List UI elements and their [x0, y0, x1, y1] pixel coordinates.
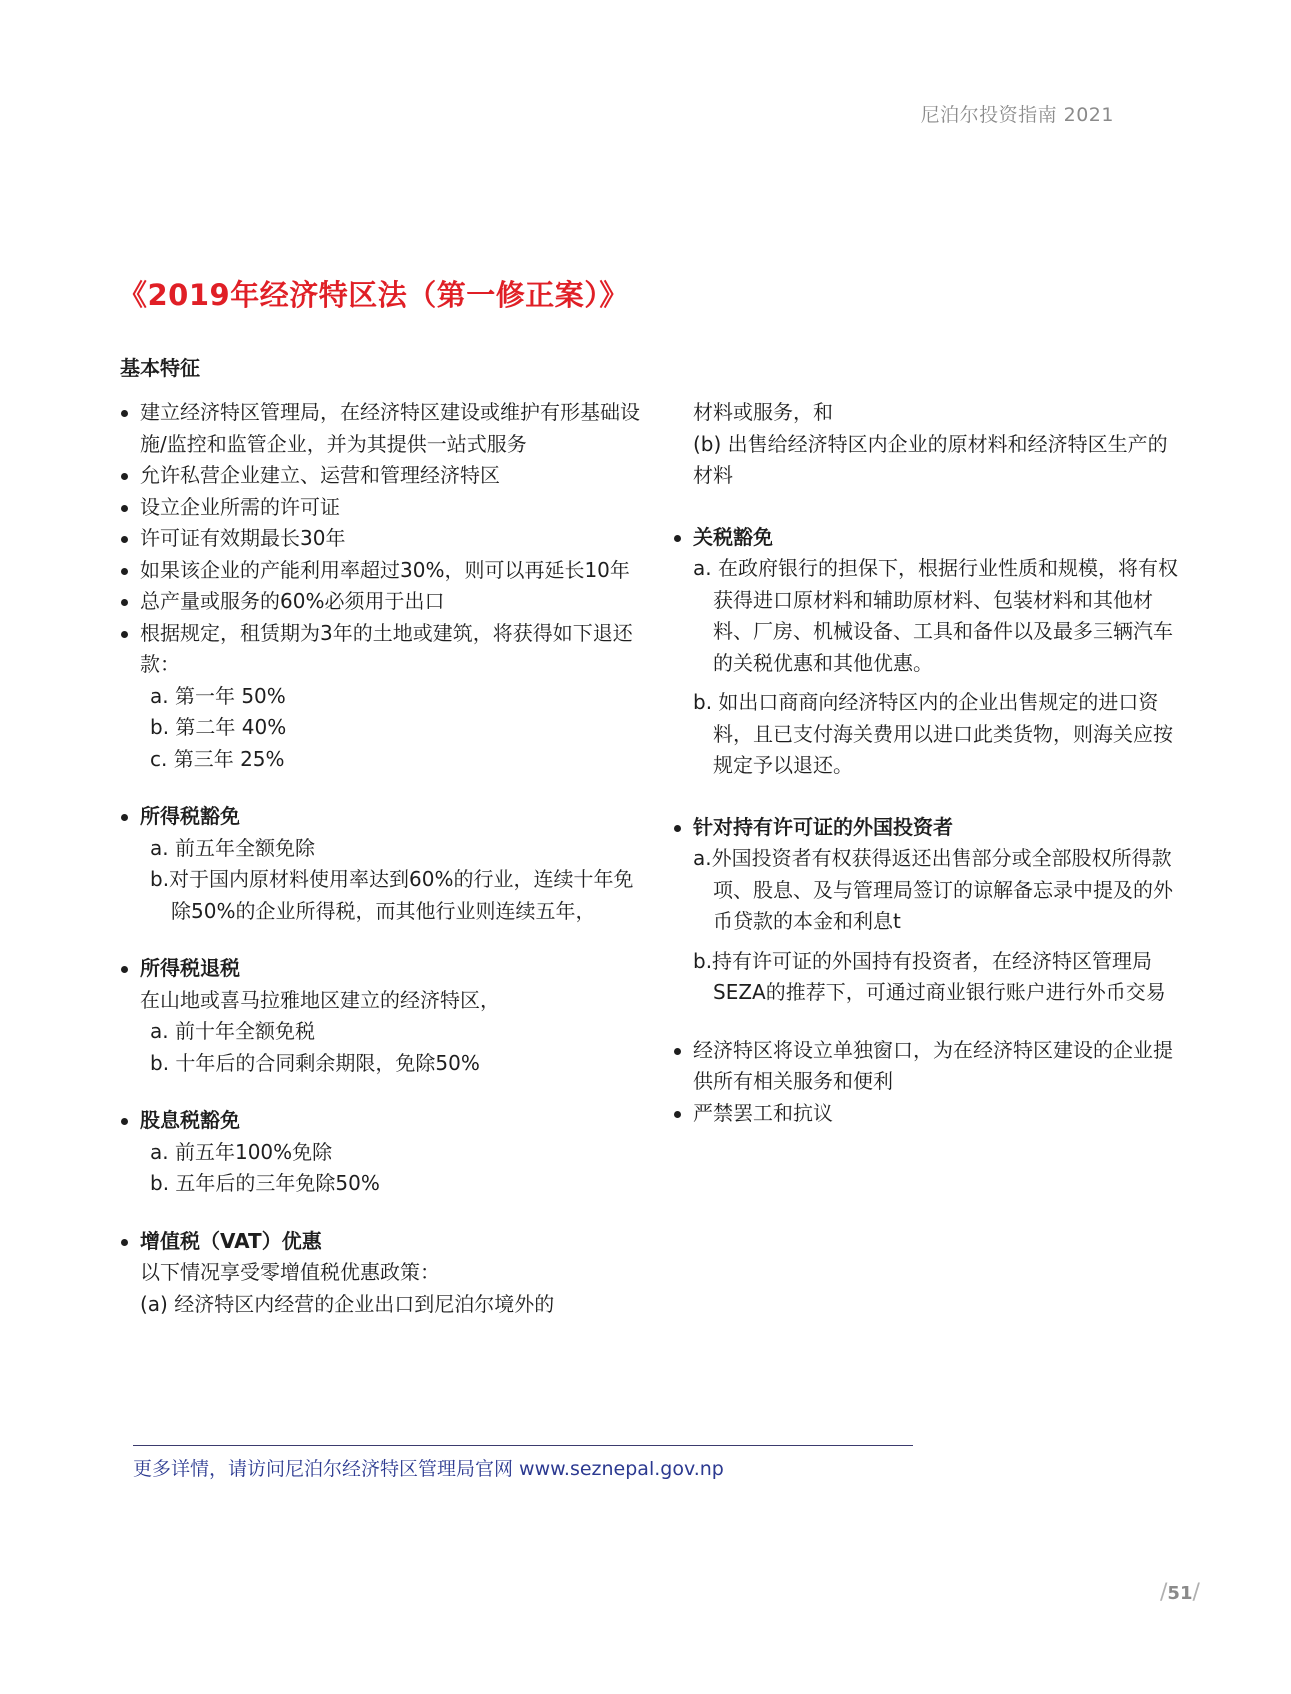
- bullet-item: 允许私营企业建立、运营和管理经济特区: [120, 460, 640, 492]
- vat-intro: 以下情况享受零增值税优惠政策：: [140, 1260, 440, 1284]
- bullet-item: 根据规定，租赁期为3年的土地或建筑，将获得如下退还款：: [120, 618, 640, 681]
- left-column: [120, 397, 640, 1320]
- bullet-item: 建立经济特区管理局，在经济特区建设或维护有形基础设施/监控和监管企业，并为其提供一站式服务: [120, 397, 640, 460]
- customs-item: a. 在政府银行的担保下，根据行业性质和规模，将有权获得进口原材料和辅助原材料、包装材料和其他材料、厂房、机械设备、工具和备件以及最多三辆汽车的关税优惠和其他优惠。: [693, 556, 1178, 675]
- bullet-item: 总产量或服务的60%必须用于出口: [120, 586, 640, 618]
- refund-item: b. 第二年 40%: [150, 715, 287, 739]
- foreign-investors-heading: 针对持有许可证的外国投资者: [673, 812, 1178, 844]
- section-heading: 基本特征: [120, 356, 200, 380]
- running-header: 尼泊尔投资指南 2021: [920, 104, 1114, 126]
- foreign-investors-item: a.外国投资者有权获得返还出售部分或全部股权所得款项、股息、及与管理局签订的谅解备忘录中提及的外币贷款的本金和利息t: [693, 846, 1173, 933]
- income-tax-exemption-heading: 所得税豁免: [120, 801, 640, 833]
- customs-heading: 关税豁免: [673, 522, 1178, 554]
- dividend-tax-item: a. 前五年100%免除: [150, 1139, 333, 1164]
- bullet-item: 许可证有效期最长30年: [120, 523, 640, 555]
- bullet-item: 设立企业所需的许可证: [120, 492, 640, 524]
- refund-item: a. 第一年 50%: [150, 683, 286, 708]
- right-column: [673, 397, 1178, 1129]
- document-title: 《2019年经济特区法（第一修正案）》: [118, 278, 629, 312]
- dividend-tax-heading: 股息税豁免: [120, 1105, 640, 1137]
- dividend-tax-item: b. 五年后的三年免除50%: [150, 1171, 380, 1195]
- refund-item: c. 第三年 25%: [150, 746, 285, 771]
- income-tax-rebate-intro: 在山地或喜马拉雅地区建立的经济特区，: [140, 987, 500, 1012]
- footer-note: 更多详情，请访问尼泊尔经济特区管理局官网 www.seznepal.gov.np: [133, 1458, 724, 1480]
- vat-item-b: (b) 出售给经济特区内企业的原材料和经济特区生产的材料: [693, 431, 1168, 487]
- foreign-investors-item: b.持有许可证的外国持有投资者，在经济特区管理局SEZA的推荐下，可通过商业银行账户进行外币交易: [693, 948, 1166, 1004]
- bullet-item: 经济特区将设立单独窗口，为在经济特区建设的企业提供所有相关服务和便利: [673, 1035, 1178, 1098]
- vat-heading: 增值税（VAT）优惠: [120, 1226, 640, 1258]
- page-number-value: 51: [1167, 1583, 1193, 1604]
- income-tax-rebate-item: a. 前十年全额免税: [150, 1019, 315, 1043]
- income-tax-rebate-item: b. 十年后的合同剩余期限，免除50%: [150, 1050, 480, 1075]
- vat-item-a: (a) 经济特区内经营的企业出口到尼泊尔境外的: [140, 1291, 555, 1316]
- page-number: /51/: [1160, 1580, 1200, 1605]
- income-tax-exemption-item: a. 前五年全额免除: [150, 835, 315, 860]
- vat-item-a-continued: 材料或服务，和: [693, 400, 833, 424]
- customs-item: b. 如出口商商向经济特区内的企业出售规定的进口资料，且已支付海关费用以进口此类货物，则海关应按规定予以退还。: [693, 690, 1173, 777]
- bullet-item: 如果该企业的产能利用率超过30%，则可以再延长10年: [120, 555, 640, 587]
- footer-divider: [133, 1445, 913, 1446]
- income-tax-rebate-heading: 所得税退税: [120, 953, 640, 985]
- bullet-item: 严禁罢工和抗议: [673, 1098, 1178, 1130]
- income-tax-exemption-item: b.对于国内原材料使用率达到60%的行业，连续十年免除50%的企业所得税，而其他行业则连续五年，: [150, 867, 634, 923]
